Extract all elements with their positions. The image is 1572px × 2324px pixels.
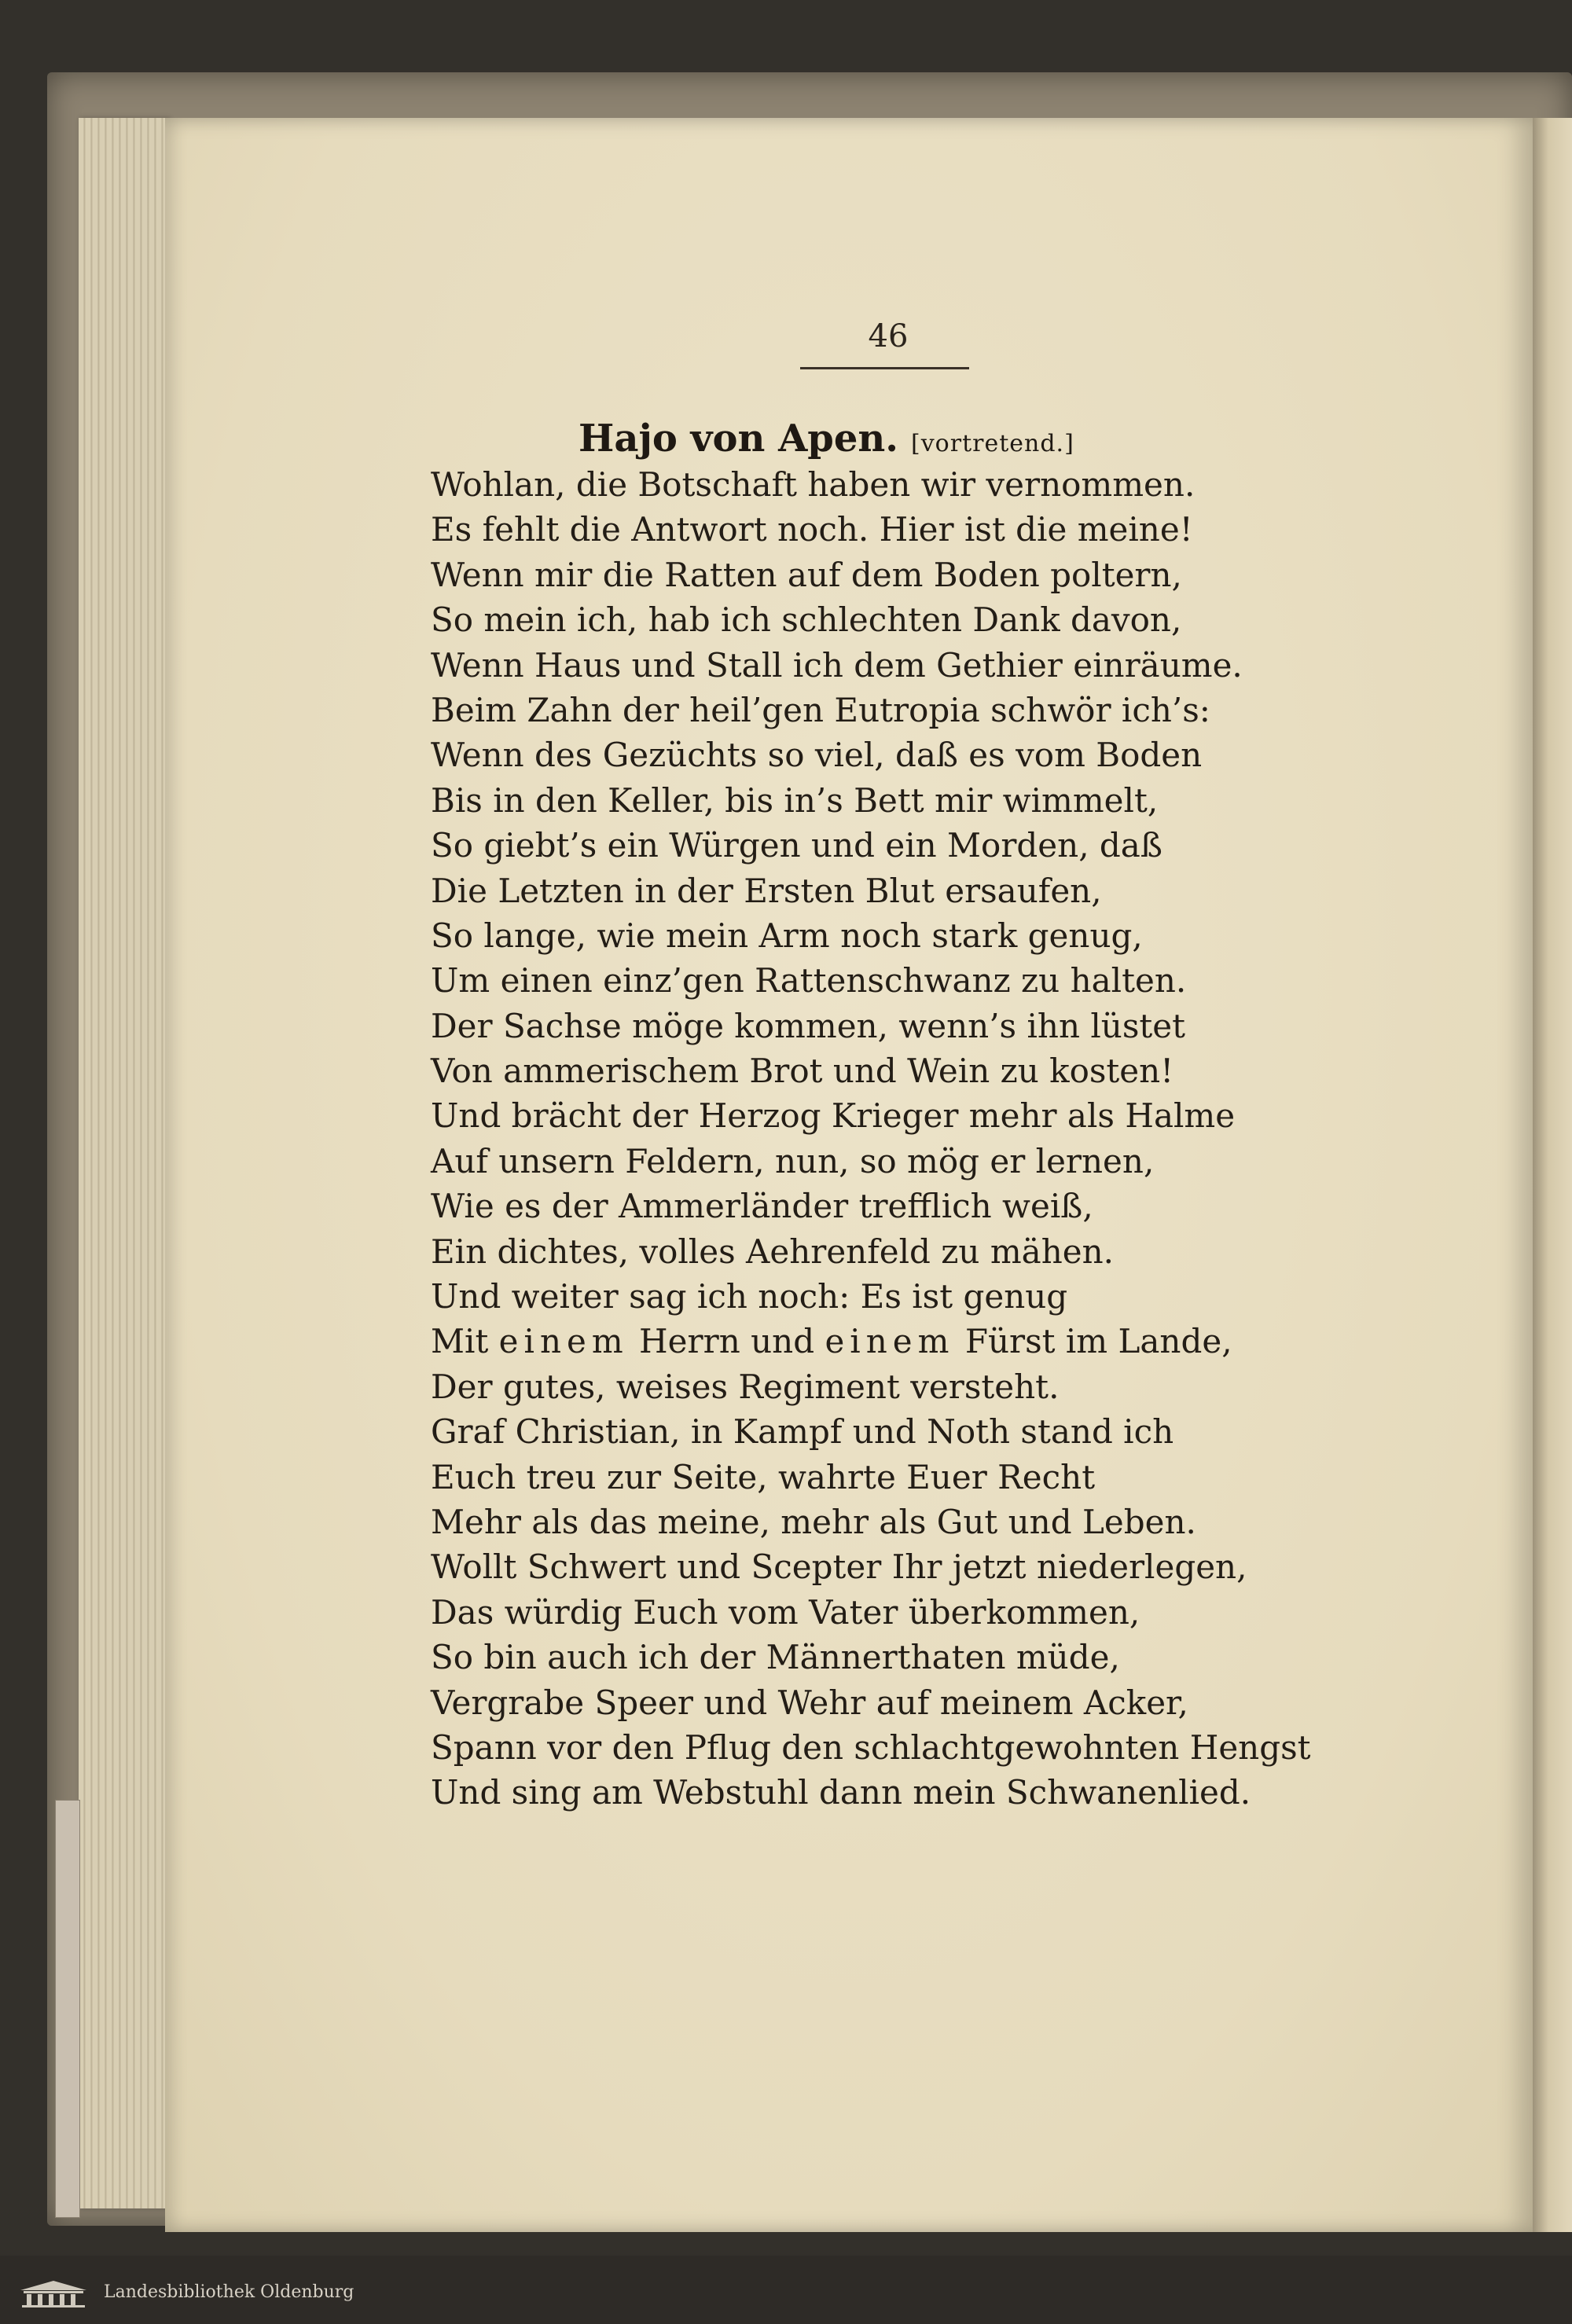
verse-line: Wenn des Gezüchts so viel, daß es vom Boden xyxy=(431,736,1203,775)
verse-line: Auf unsern Feldern, nun, so mög er lernen, xyxy=(431,1141,1155,1180)
verse-block xyxy=(431,462,1374,1816)
bookmark-strip xyxy=(55,1800,80,2218)
verse-line-emphasis xyxy=(431,1319,1374,1364)
verse-line: Der gutes, weises Regiment versteht. xyxy=(431,1367,1060,1406)
verse-line: Wollt Schwert und Scepter Ihr jetzt niederlegen, xyxy=(431,1547,1247,1587)
spaced-word: einem xyxy=(825,1322,955,1361)
line-tail: Fürst im Lande, xyxy=(954,1322,1232,1361)
verse-line: So lange, wie mein Arm noch stark genug, xyxy=(431,916,1143,955)
stage-direction: [vortretend.] xyxy=(911,430,1074,457)
verse-line: Um einen einz’gen Rattenschwanz zu halten. xyxy=(431,961,1187,1000)
verse-line: Und brächt der Herzog Krieger mehr als Halme xyxy=(431,1096,1236,1136)
verse-line: Das würdig Euch vom Vater überkommen, xyxy=(431,1592,1140,1632)
page-number: 46 xyxy=(868,318,909,354)
verse-line: Wenn mir die Ratten auf dem Boden poltern, xyxy=(431,555,1182,594)
verse-line: Wohlan, die Botschaft haben wir vernommen. xyxy=(431,465,1196,504)
opposite-page-gutter xyxy=(1533,118,1572,2232)
verse-line: Ein dichtes, volles Aehrenfeld zu mähen. xyxy=(431,1232,1114,1271)
verse-line: Graf Christian, in Kampf und Noth stand ich xyxy=(431,1412,1174,1452)
verse-line: Wenn Haus und Stall ich dem Gethier einräume. xyxy=(431,645,1243,685)
line-lead: Mit xyxy=(431,1322,499,1361)
page-number-rule xyxy=(800,367,969,369)
library-building-icon xyxy=(17,2279,90,2309)
speaker-name: Hajo von Apen. xyxy=(578,417,899,461)
verse-line: Spann vor den Pflug den schlachtgewohnten Hengst xyxy=(431,1727,1311,1767)
page-edges xyxy=(79,118,169,2208)
speaker-heading xyxy=(578,417,1074,461)
verse-line: Mehr als das meine, mehr als Gut und Leben. xyxy=(431,1502,1196,1541)
verse-line: Vergrabe Speer und Wehr auf meinem Acker, xyxy=(431,1683,1188,1722)
verse-line: So bin auch ich der Männerthaten müde, xyxy=(431,1638,1120,1677)
line-middle: Herrn und xyxy=(628,1322,825,1361)
verse-line: Euch treu zur Seite, wahrte Euer Recht xyxy=(431,1457,1096,1496)
verse-line: Beim Zahn der heil’gen Eutropia schwör ich’s: xyxy=(431,690,1210,729)
verse-line: Und weiter sag ich noch: Es ist genug xyxy=(431,1277,1068,1316)
verse-line: Die Letzten in der Ersten Blut ersaufen, xyxy=(431,871,1102,910)
verse-line: Es fehlt die Antwort noch. Hier ist die meine! xyxy=(431,510,1193,549)
spaced-word: einem xyxy=(498,1322,629,1361)
verse-line: Der Sachse möge kommen, wenn’s ihn lüstet xyxy=(431,1006,1185,1045)
verse-line: Wie es der Ammerländer trefflich weiß, xyxy=(431,1187,1093,1226)
verse-line: So mein ich, hab ich schlechten Dank davon, xyxy=(431,600,1182,640)
verse-line: Bis in den Keller, bis in’s Bett mir wimmelt, xyxy=(431,780,1159,820)
library-name: Landesbibliothek Oldenburg xyxy=(104,2282,354,2302)
verse-line: Und sing am Webstuhl dann mein Schwanenlied. xyxy=(431,1773,1251,1812)
verse-line: Von ammerischem Brot und Wein zu kosten! xyxy=(431,1052,1174,1091)
verse-line: So giebt’s ein Würgen und ein Morden, daß xyxy=(431,826,1162,865)
